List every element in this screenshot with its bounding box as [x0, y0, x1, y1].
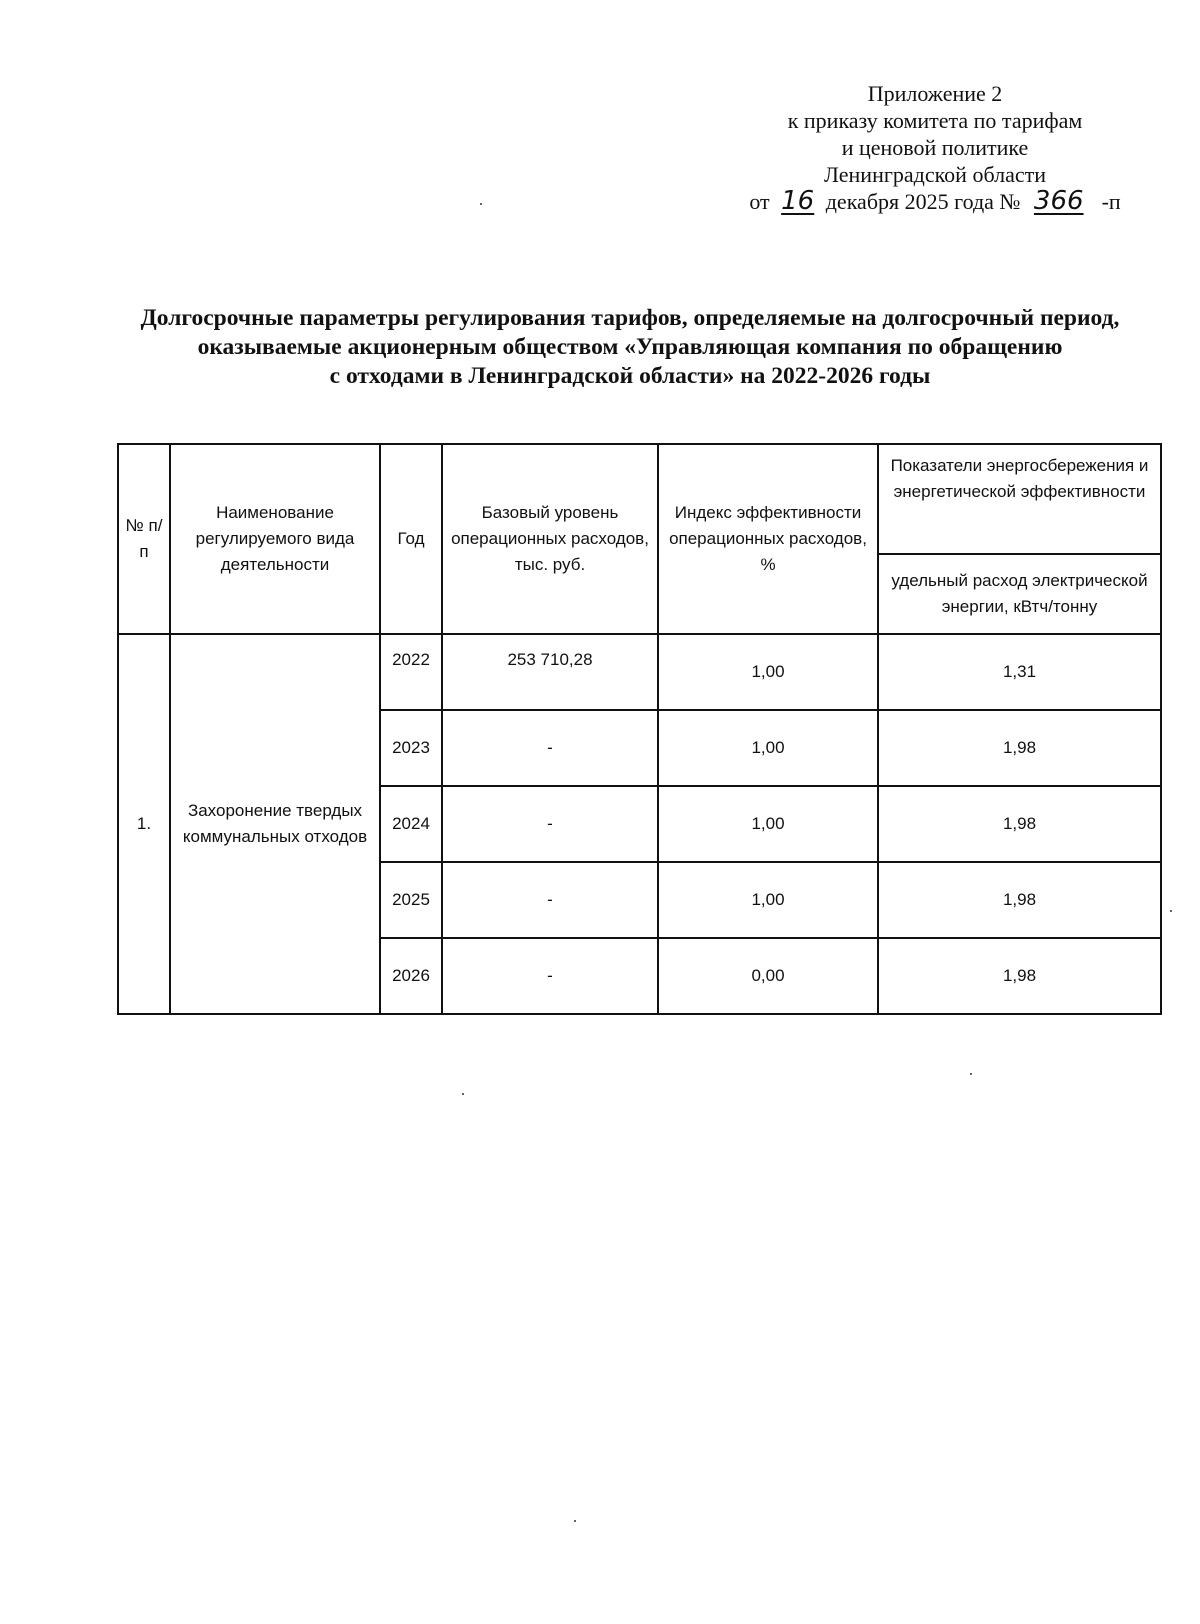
base-level-cell: -: [442, 786, 658, 862]
energy-cell: 1,31: [878, 634, 1161, 710]
energy-cell: 1,98: [878, 710, 1161, 786]
scan-speck: [574, 1520, 576, 1522]
header-energy-sub: удельный расход электрической энергии, кВтч/тонну: [878, 554, 1161, 634]
row-number-cell: 1.: [118, 634, 170, 1014]
base-level-cell: -: [442, 938, 658, 1014]
header-row: [118, 444, 1161, 554]
year-cell: 2023: [380, 710, 442, 786]
scan-speck: [970, 1073, 972, 1075]
header-no: № п/п: [118, 444, 170, 634]
handwritten-order-number: 366: [1033, 186, 1084, 216]
date-prefix: от: [749, 189, 770, 214]
energy-cell: 1,98: [878, 786, 1161, 862]
year-cell: 2024: [380, 786, 442, 862]
scan-speck: [480, 203, 482, 205]
efficiency-index-cell: 1,00: [658, 634, 878, 710]
title-line: оказываемые акционерным обществом «Управляющая компания по обращению: [197, 334, 1063, 360]
title-line: Долгосрочные параметры регулирования тарифов, определяемые на долгосрочный период,: [140, 305, 1120, 331]
energy-cell: 1,98: [878, 938, 1161, 1014]
header-efficiency-index: Индекс эффективности операционных расходов, %: [658, 444, 878, 634]
year-cell: 2026: [380, 938, 442, 1014]
energy-cell: 1,98: [878, 862, 1161, 938]
header-base-level: Базовый уровень операционных расходов, тыс. руб.: [442, 444, 658, 634]
efficiency-index-cell: 0,00: [658, 938, 878, 1014]
appendix-line: Приложение 2: [867, 81, 1003, 106]
efficiency-index-cell: 1,00: [658, 862, 878, 938]
efficiency-index-cell: 1,00: [658, 710, 878, 786]
table-row: [118, 634, 1161, 710]
document-title: [100, 304, 1160, 391]
appendix-line: и ценовой политике: [841, 135, 1029, 160]
date-middle: декабря 2025 года №: [825, 189, 1021, 214]
activity-cell: Захоронение твердых коммунальных отходов: [170, 634, 380, 1014]
base-level-cell: -: [442, 710, 658, 786]
base-level-cell: 253 710,28: [442, 634, 658, 710]
efficiency-index-cell: 1,00: [658, 786, 878, 862]
year-cell: 2025: [380, 862, 442, 938]
base-level-cell: -: [442, 862, 658, 938]
scan-speck: [462, 1093, 464, 1095]
appendix-line: Ленинградской области: [824, 162, 1046, 187]
tariff-parameters-table: [117, 443, 1162, 1015]
order-date-line: [700, 188, 1170, 215]
header-year: Год: [380, 444, 442, 634]
year-cell: 2022: [380, 634, 442, 710]
title-line: с отходами в Ленинградской области» на 2022-2026 годы: [329, 363, 931, 389]
handwritten-day: 16: [781, 186, 815, 216]
appendix-header: [700, 80, 1170, 215]
header-energy-group: Показатели энергосбережения и энергетической эффективности: [878, 444, 1161, 554]
appendix-line: к приказу комитета по тарифам: [787, 108, 1083, 133]
header-activity: Наименование регулируемого вида деятельности: [170, 444, 380, 634]
scan-speck: [1170, 910, 1172, 912]
order-suffix: -п: [1101, 189, 1121, 214]
